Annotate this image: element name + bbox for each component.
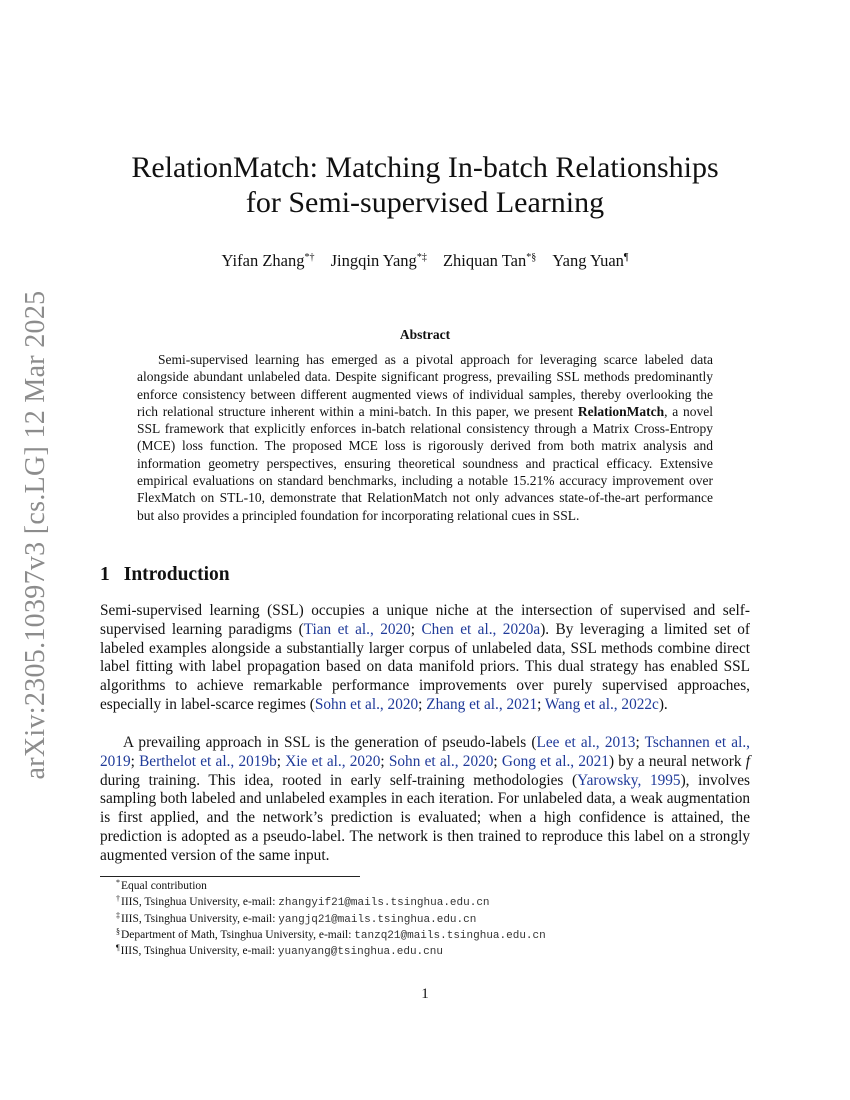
author bbox=[222, 251, 315, 270]
citation-link[interactable]: Lee et al., 2013 bbox=[536, 734, 636, 751]
citation-link[interactable]: Zhang et al., 2021 bbox=[426, 695, 538, 713]
footnote-text: IIIS, Tsinghua University, e-mail: bbox=[121, 896, 279, 909]
footnote-divider bbox=[100, 876, 360, 877]
footnotes bbox=[116, 879, 756, 960]
abstract-text: Semi-supervised learning has emerged as a pivotal approach for leveraging scarce labeled data alongside abundant unlabeled data. Despite significant progress, prevailing SSL methods predominantly enforce consistency between different augmented views of individual samples, thereby overlooking the rich relational structure inherent within a mini-batch. In this paper, we present bbox=[137, 352, 713, 419]
footnote bbox=[116, 928, 756, 944]
citation-link[interactable]: Wang et al., 2022c bbox=[544, 695, 659, 713]
paper-title-line-1: RelationMatch: Matching In-batch Relationships bbox=[131, 151, 719, 184]
citation-link[interactable]: Yarowsky, 1995 bbox=[577, 771, 681, 789]
footnote-mark: * bbox=[116, 878, 120, 887]
footnote-email[interactable]: tanzq21@mails.tsinghua.edu.cn bbox=[354, 929, 546, 942]
author bbox=[552, 251, 628, 270]
citation-link[interactable]: Gong et al., 2021 bbox=[501, 752, 609, 770]
body-text: ; bbox=[410, 620, 422, 638]
footnote bbox=[116, 895, 756, 911]
author-marks: *‡ bbox=[416, 252, 427, 263]
body-paragraph bbox=[100, 734, 750, 866]
abstract-heading: Abstract bbox=[399, 327, 451, 342]
citation-link[interactable]: Chen et al., 2020a bbox=[421, 620, 541, 638]
author-name: Zhiquan Tan bbox=[442, 251, 527, 270]
author bbox=[443, 251, 536, 270]
citation-link[interactable]: Sohn et al., 2020 bbox=[314, 695, 419, 713]
body-text: ) by a neural network bbox=[608, 752, 746, 770]
author-name: Yifan Zhang bbox=[221, 251, 305, 270]
footnote-text: Department of Math, Tsinghua University, e-mail: bbox=[121, 928, 355, 941]
author-name: Jingqin Yang bbox=[330, 251, 417, 270]
body-text: during training. This idea, rooted in early self-training methodologies ( bbox=[100, 771, 578, 789]
math-symbol: f bbox=[745, 752, 750, 770]
section-title: Introduction bbox=[123, 564, 230, 585]
footnote-mark: ‡ bbox=[116, 910, 120, 920]
body-text: ). bbox=[658, 695, 668, 713]
footnote-email[interactable]: zhangyif21@mails.tsinghua.edu.cn bbox=[278, 897, 490, 910]
body-text: A prevailing approach in SSL is the generation of pseudo-labels ( bbox=[123, 734, 537, 751]
author bbox=[331, 251, 427, 270]
author-name: Yang Yuan bbox=[552, 251, 624, 270]
footnote-text: IIIS, Tsinghua University, e-mail: bbox=[121, 912, 279, 925]
footnote bbox=[116, 944, 756, 960]
footnote bbox=[116, 912, 756, 928]
body-text: ; bbox=[493, 752, 502, 770]
abstract-text: , a novel SSL framework that explicitly enforces in-batch relational consistency through a Matrix Cross-Entropy (MCE) loss function. The proposed MCE loss is rigorously derived from both matrix analysis and information geometry perspectives, ensuring theoretical soundness and practical efficacy. Extensive empirical evaluations on standard benchmarks, including a notable 15.21% accuracy improvement over FlexMatch on STL-10, demonstrate that RelationMatch not only advances state-of-the-art performance but also provides a principled foundation for incorporating relational cues in SSL. bbox=[137, 403, 713, 523]
body-text: ; bbox=[130, 752, 140, 770]
citation-link[interactable]: Xie et al., 2020 bbox=[285, 752, 381, 770]
citation-link[interactable]: Tian et al., 2020 bbox=[303, 620, 411, 638]
body-text: ; bbox=[635, 734, 645, 751]
section-heading bbox=[100, 564, 230, 586]
page-number: 1 bbox=[421, 986, 429, 1002]
footnote-text: Equal contribution bbox=[121, 880, 207, 892]
paper-title bbox=[100, 150, 750, 220]
footnote-mark: § bbox=[116, 926, 120, 936]
footnote-text: IIIS, Tsinghua University, e-mail: bbox=[120, 945, 278, 958]
body-text: ), involves sampling both labeled and unlabeled examples in each iteration. For unlabeled data, a weak augmentation is first applied, and the network’s prediction is evaluated; when a high confidence is attained, the prediction is adopted as a pseudo-label. The network is then trained to reproduce this label on a strongly augmented version of the same input. bbox=[100, 771, 750, 864]
author-marks: *§ bbox=[526, 252, 537, 263]
footnote-email[interactable]: yuanyang@tsinghua.edu.cnu bbox=[277, 946, 443, 959]
body-text: ). By leveraging a limited set of labeled examples alongside a substantially larger corpus of unlabeled data, SSL methods combine direct label fitting with label propagation based on data manifold priors. This dual strategy has enabled SSL algorithms to achieve remarkable performance improvements over purely supervised approaches, especially in label-scarce regimes ( bbox=[100, 620, 751, 713]
footnote-mark: † bbox=[116, 894, 120, 904]
footnote-email[interactable]: yangjq21@mails.tsinghua.edu.cn bbox=[278, 913, 477, 926]
arxiv-sidebar bbox=[0, 0, 72, 1100]
body-text: ; bbox=[537, 695, 545, 713]
body-text: ; bbox=[380, 752, 389, 770]
author-marks: *† bbox=[304, 252, 315, 263]
body-text: ; bbox=[418, 695, 427, 713]
method-name: RelationMatch bbox=[577, 403, 665, 419]
citation-link[interactable]: Berthelot et al., 2019b bbox=[139, 752, 277, 770]
arxiv-identifier: arXiv:2305.10397v3 [cs.LG] 12 Mar 2025 bbox=[20, 290, 51, 780]
body-text: Semi-supervised learning (SSL) occupies a unique niche at the intersection of supervised and self-supervised learning paradigms ( bbox=[100, 602, 750, 638]
citation-link[interactable]: Tschannen et al., 2019 bbox=[100, 734, 750, 770]
author-marks: ¶ bbox=[623, 252, 629, 263]
paper-title-line-2: for Semi-supervised Learning bbox=[245, 186, 605, 219]
abstract-body bbox=[137, 351, 713, 524]
author-list bbox=[100, 250, 750, 272]
body-text: ; bbox=[276, 752, 286, 770]
section-number: 1 bbox=[100, 564, 110, 585]
footnote-mark: ¶ bbox=[116, 943, 120, 953]
footnote bbox=[116, 879, 756, 895]
citation-link[interactable]: Sohn et al., 2020 bbox=[388, 752, 494, 770]
body-paragraph bbox=[100, 602, 750, 715]
